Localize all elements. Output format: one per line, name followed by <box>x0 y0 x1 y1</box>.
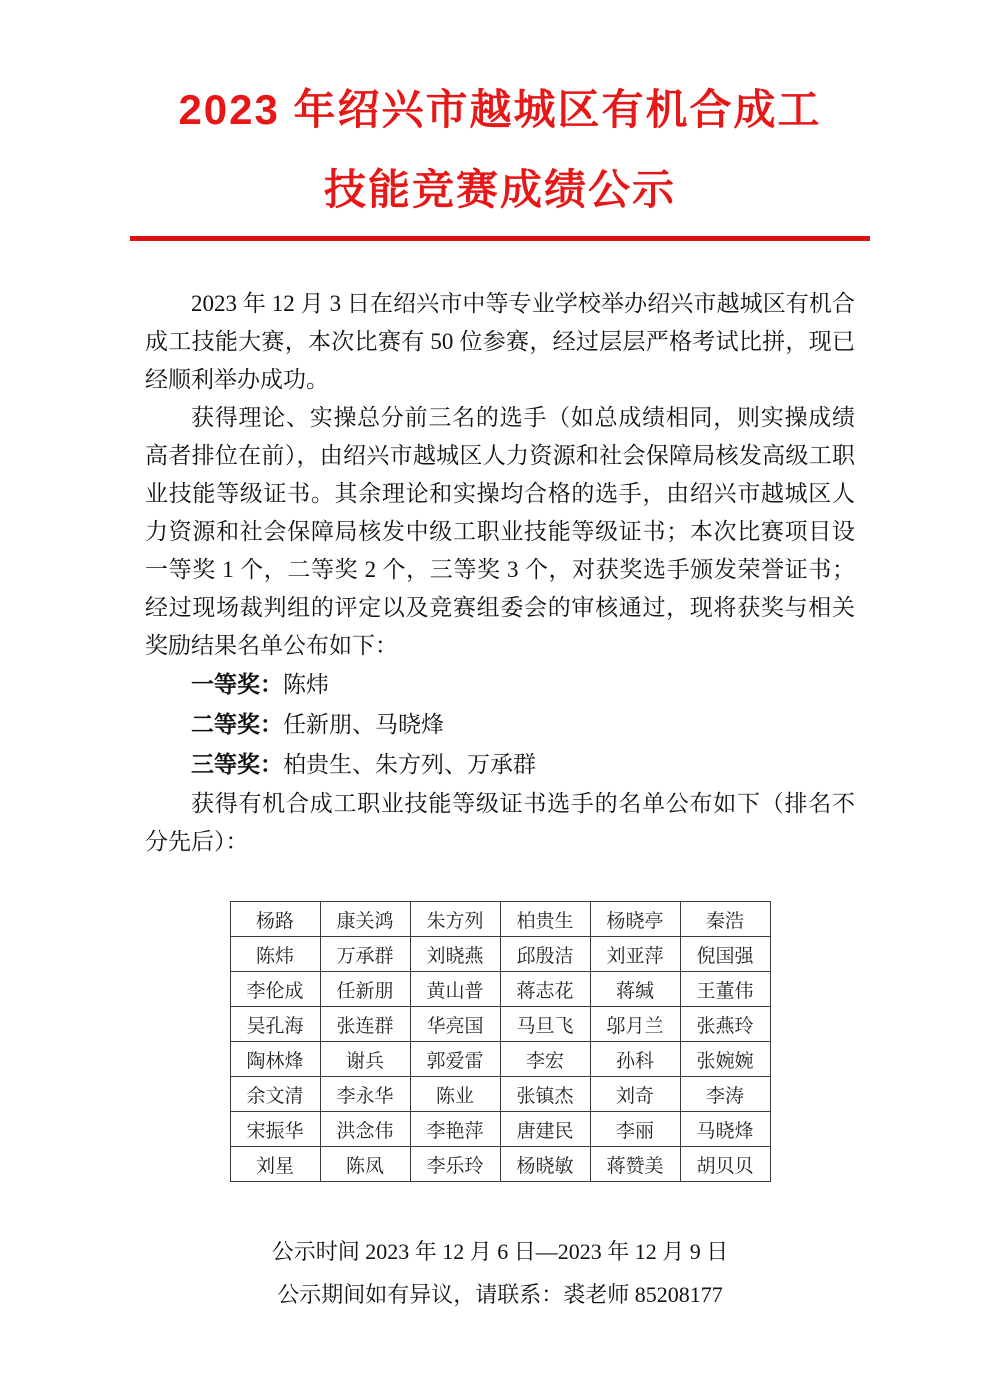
table-cell-name: 杨路 <box>230 902 320 937</box>
table-cell-name: 李丽 <box>590 1112 680 1147</box>
table-row <box>230 1007 770 1042</box>
table-cell-name: 邱殷洁 <box>500 937 590 972</box>
third-prize-label: 三等奖： <box>191 752 283 777</box>
award-line-third-prize <box>145 745 855 785</box>
second-prize-names: 任新朋、马晓烽 <box>283 712 444 737</box>
paragraph-award-rules: 获得理论、实操总分前三名的选手（如总成绩相同，则实操成绩高者排位在前），由绍兴市越城区人力资源和社会保障局核发高级工职业技能等级证书。其余理论和实操均合格的选手，由绍兴市越城区人力资源和社会保障局核发中级工职业技能等级证书；本次比赛项目设一等奖 1 个，二等奖 2 个，三等奖 3 个，对获奖选手颁发荣誉证书；经过现场裁判组的评定以及竞赛组委会的审核通过，现将获奖与相关奖励结果名单公布如下： <box>145 405 855 658</box>
paragraph-list-intro: 获得有机合成工职业技能等级证书选手的名单公布如下（排名不分先后）： <box>145 791 855 854</box>
table-cell-name: 康关鸿 <box>320 902 410 937</box>
title-line-1: 2023 年绍兴市越城区有机合成工 <box>178 86 822 133</box>
table-cell-name: 李涛 <box>680 1077 770 1112</box>
table-row <box>230 1042 770 1077</box>
table-cell-name: 张燕玲 <box>680 1007 770 1042</box>
table-cell-name: 吴孔海 <box>230 1007 320 1042</box>
table-cell-name: 郭爱雷 <box>410 1042 500 1077</box>
first-prize-names: 陈炜 <box>283 672 329 697</box>
table-row <box>230 1077 770 1112</box>
paragraph-event-summary: 2023 年 12 月 3 日在绍兴市中等专业学校举办绍兴市越城区有机合成工技能大赛，本次比赛有 50 位参赛，经过层层严格考试比拼，现已经顺利举办成功。 <box>145 291 855 392</box>
table-cell-name: 王董伟 <box>680 972 770 1007</box>
third-prize-names: 柏贵生、朱方列、万承群 <box>283 752 536 777</box>
table-cell-name: 任新朋 <box>320 972 410 1007</box>
table-row <box>230 902 770 937</box>
table-row <box>230 1147 770 1182</box>
award-line-second-prize <box>145 705 855 745</box>
publicity-period-line: 公示时间 2023 年 12 月 6 日—2023 年 12 月 9 日 <box>271 1239 729 1264</box>
table-row <box>230 937 770 972</box>
table-cell-name: 李艳萍 <box>410 1112 500 1147</box>
table-cell-name: 刘亚萍 <box>590 937 680 972</box>
title-divider-rule <box>130 236 870 241</box>
table-cell-name: 李永华 <box>320 1077 410 1112</box>
table-cell-name: 蒋志花 <box>500 972 590 1007</box>
table-cell-name: 张连群 <box>320 1007 410 1042</box>
table-cell-name: 马旦飞 <box>500 1007 590 1042</box>
table-cell-name: 黄山普 <box>410 972 500 1007</box>
table-cell-name: 柏贵生 <box>500 902 590 937</box>
table-cell-name: 谢兵 <box>320 1042 410 1077</box>
table-cell-name: 余文清 <box>230 1077 320 1112</box>
table-cell-name: 宋振华 <box>230 1112 320 1147</box>
contact-line: 公示期间如有异议，请联系：裘老师 85208177 <box>277 1282 723 1307</box>
certificate-name-table <box>230 901 771 1182</box>
table-cell-name: 倪国强 <box>680 937 770 972</box>
table-row <box>230 972 770 1007</box>
table-cell-name: 朱方列 <box>410 902 500 937</box>
table-cell-name: 张婉婉 <box>680 1042 770 1077</box>
title-line-2: 技能竞赛成绩公示 <box>323 166 676 213</box>
first-prize-label: 一等奖： <box>191 672 283 697</box>
table-cell-name: 杨晓亭 <box>590 902 680 937</box>
table-cell-name: 李宏 <box>500 1042 590 1077</box>
table-cell-name: 李乐玲 <box>410 1147 500 1182</box>
table-cell-name: 洪念伟 <box>320 1112 410 1147</box>
table-cell-name: 张镇杰 <box>500 1077 590 1112</box>
document-title <box>0 0 1000 214</box>
table-cell-name: 陈凤 <box>320 1147 410 1182</box>
table-cell-name: 陈炜 <box>230 937 320 972</box>
table-cell-name: 杨晓敏 <box>500 1147 590 1182</box>
table-cell-name: 刘奇 <box>590 1077 680 1112</box>
table-cell-name: 胡贝贝 <box>680 1147 770 1182</box>
table-cell-name: 唐建民 <box>500 1112 590 1147</box>
table-row <box>230 1112 770 1147</box>
table-cell-name: 陶林烽 <box>230 1042 320 1077</box>
table-cell-name: 万承群 <box>320 937 410 972</box>
table-cell-name: 陈业 <box>410 1077 500 1112</box>
second-prize-label: 二等奖： <box>191 712 283 737</box>
table-cell-name: 刘星 <box>230 1147 320 1182</box>
table-cell-name: 刘晓燕 <box>410 937 500 972</box>
table-cell-name: 蒋缄 <box>590 972 680 1007</box>
table-cell-name: 孙科 <box>590 1042 680 1077</box>
table-cell-name: 蒋赞美 <box>590 1147 680 1182</box>
table-cell-name: 华亮国 <box>410 1007 500 1042</box>
table-cell-name: 李伦成 <box>230 972 320 1007</box>
table-cell-name: 秦浩 <box>680 902 770 937</box>
table-cell-name: 马晓烽 <box>680 1112 770 1147</box>
document-footer <box>0 1230 1000 1316</box>
document-body <box>145 285 855 861</box>
award-line-first-prize <box>145 665 855 705</box>
table-cell-name: 邬月兰 <box>590 1007 680 1042</box>
